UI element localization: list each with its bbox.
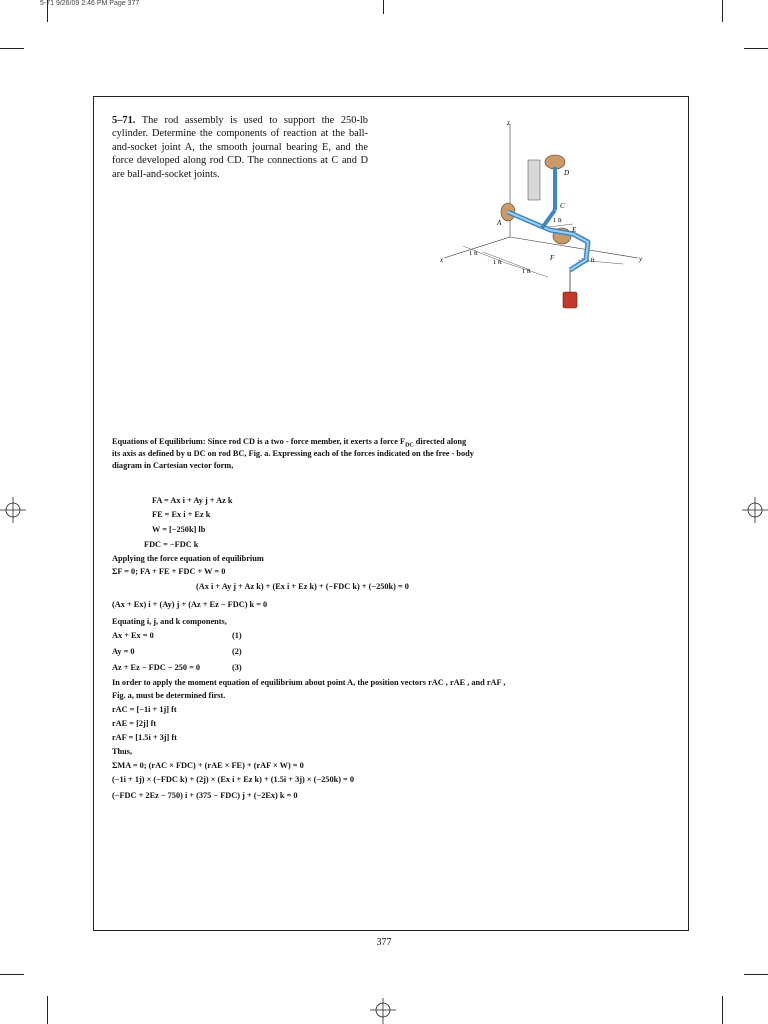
equation-2: Ay = 0 bbox=[112, 647, 135, 656]
equation-FA: FA = Ax i + Ay j + Az k bbox=[152, 496, 233, 505]
x-axis-label: x bbox=[440, 256, 444, 264]
equation-1: Ax + Ex = 0 bbox=[112, 631, 154, 640]
registration-mark-right bbox=[742, 497, 768, 523]
equation-collected: (Ax + Ex) i + (Ay) j + (Az + Ez − FDC) k = 0 bbox=[112, 600, 268, 609]
solution-intro-line: diagram in Cartesian vector form, bbox=[112, 461, 234, 470]
cylinder-icon bbox=[563, 292, 577, 308]
label-E: E bbox=[572, 226, 577, 234]
wall-bracket bbox=[528, 160, 540, 200]
problem-statement bbox=[112, 114, 368, 181]
solution-intro-line: Equations of Equilibrium: Since rod CD is a two - force member, it exerts a force $F_{DC}$ directed along bbox=[112, 437, 467, 449]
label-D: D bbox=[564, 169, 570, 177]
solution-text: Thus, bbox=[112, 747, 133, 756]
problem-number: 5–71. bbox=[112, 115, 136, 126]
equation-sum-forces: ΣF = 0; FA + FE + FDC + W = 0 bbox=[112, 567, 226, 576]
label-A: A bbox=[497, 219, 502, 227]
equation-FDC: FDC = −FDC k bbox=[144, 540, 199, 549]
crop-mark bbox=[744, 48, 768, 49]
z-axis-label: z bbox=[507, 119, 510, 127]
crop-mark bbox=[0, 48, 24, 49]
ball-socket-D-icon bbox=[545, 155, 565, 169]
equation-number: (2) bbox=[232, 647, 242, 656]
equation-3: Az + Ez − FDC − 250 = 0 bbox=[112, 663, 201, 672]
crop-mark bbox=[0, 974, 24, 975]
dimension-label: 1 ft bbox=[522, 268, 531, 275]
registration-mark-left bbox=[0, 497, 26, 523]
solution-text: Equating i, j, and k components, bbox=[112, 617, 227, 626]
dimension-label: 1 ft bbox=[493, 259, 502, 266]
solution-text: Fig. a, must be determined first. bbox=[112, 691, 226, 700]
y-axis-label: y bbox=[639, 255, 643, 263]
registration-mark-bottom bbox=[370, 998, 396, 1024]
crop-mark bbox=[722, 0, 723, 22]
dimension-label: 1 ft bbox=[553, 217, 562, 224]
crop-mark bbox=[47, 996, 48, 1024]
position-vector-rAC: rAC = [−1i + 1j] ft bbox=[112, 705, 177, 714]
crop-mark bbox=[722, 996, 723, 1024]
equation-sum-forces-expanded: (Ax i + Ay j + Az k) + (Ex i + Ez k) + (−FDC k) + (−250k) = 0 bbox=[196, 582, 409, 591]
position-vector-rAE: rAE = [2j] ft bbox=[112, 719, 157, 728]
solution-text: In order to apply the moment equation of equilibrium about point A, the position vectors rAC , rAE , and rAF , bbox=[112, 678, 506, 687]
dimension-label: 1 ft bbox=[469, 250, 478, 257]
crop-mark bbox=[383, 0, 384, 14]
equation-sum-moments-collected: (−FDC + 2Ez − 750) i + (375 − FDC) j + (−2Ex) k = 0 bbox=[112, 791, 298, 800]
equation-sum-moments: ΣMA = 0; (rAC × FDC) + (rAE × FE) + (rAF × W) = 0 bbox=[112, 761, 304, 770]
equation-number: (1) bbox=[232, 631, 242, 640]
rod-assembly-figure bbox=[438, 112, 653, 317]
problem-text: The rod assembly is used to support the 250-lb cylinder. Determine the components of reaction at the ball-and-socket joint A, the smooth journal bearing E, and the force developed along rod CD. The connections at C and D are ball-and-socket joints. bbox=[112, 115, 368, 180]
position-vector-rAF: rAF = [1.5i + 3j] ft bbox=[112, 733, 177, 742]
label-F: F bbox=[550, 254, 555, 262]
solution-text: Applying the force equation of equilibrium bbox=[112, 554, 264, 563]
equation-W: W = [−250k] lb bbox=[152, 525, 206, 534]
print-header-strip: 5-71 9/26/09 2:46 PM Page 377 bbox=[40, 0, 140, 7]
page-number: 377 bbox=[376, 937, 392, 948]
crop-mark bbox=[744, 974, 768, 975]
y-axis bbox=[510, 237, 638, 258]
equation-number: (3) bbox=[232, 663, 242, 672]
dimension-label: 1.5 ft bbox=[581, 257, 595, 264]
label-C: C bbox=[560, 202, 565, 210]
equation-sum-moments-expanded: (−1i + 1j) × (−FDC k) + (2j) × (Ex i + Ez k) + (1.5i + 3j) × (−250k) = 0 bbox=[112, 775, 355, 784]
equation-FE: FE = Ex i + Ez k bbox=[152, 510, 211, 519]
solution-intro-line: its axis as defined by u DC on rod BC, Fig. a. Expressing each of the forces indicated on the free - body bbox=[112, 449, 474, 458]
